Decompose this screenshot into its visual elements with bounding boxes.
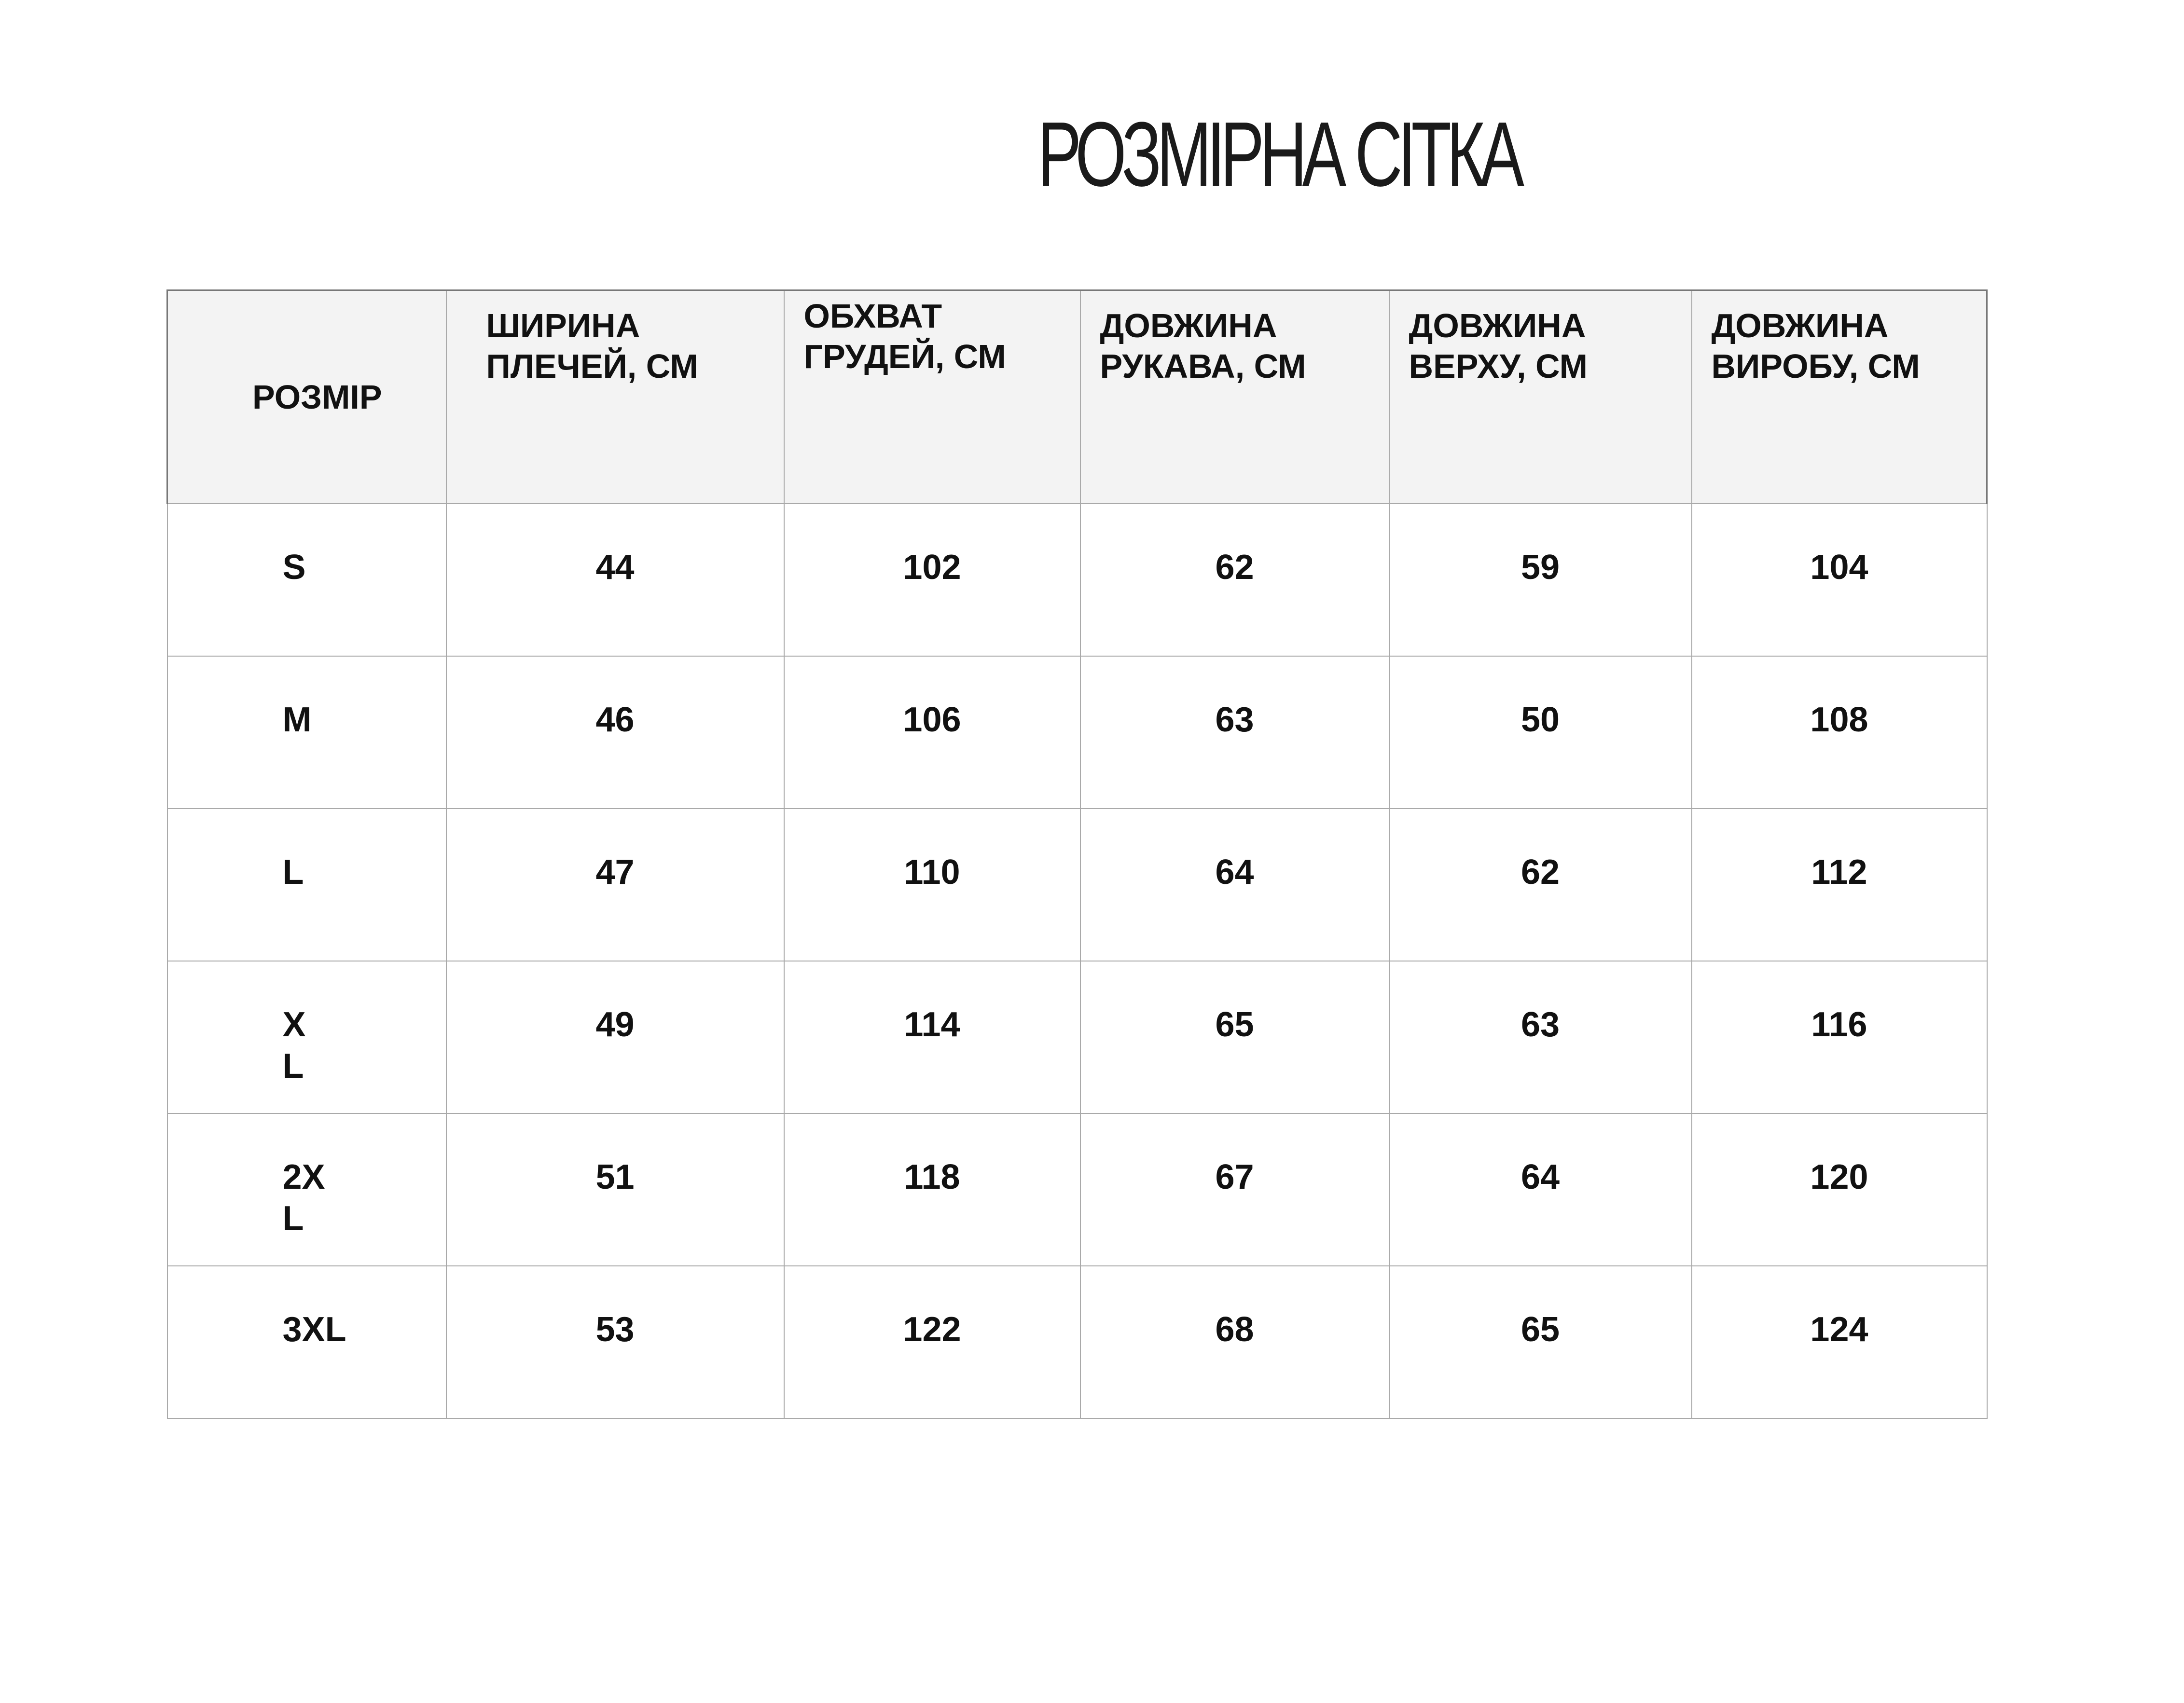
sleeve-length-cell: 62 [1080,504,1389,656]
shoulder-width-cell: 53 [446,1266,784,1418]
table-row [167,961,1987,1113]
table-row [167,1113,1987,1266]
table-row [167,656,1987,809]
top-length-cell: 63 [1389,961,1692,1113]
garment-length-cell: 120 [1692,1113,1987,1266]
garment-length-cell: 108 [1692,656,1987,809]
shoulder-width-cell: 47 [446,809,784,961]
table-row [167,1266,1987,1418]
shoulder-width-cell: 46 [446,656,784,809]
header-row [167,290,1987,504]
header-garment-length-line-2: ВИРОБУ, СМ [1711,347,1920,385]
shoulder-width-cell: 49 [446,961,784,1113]
header-shoulder-width-line-1: ШИРИНА [486,307,640,344]
chest-girth-cell: 106 [784,656,1080,809]
chest-girth-cell: 102 [784,504,1080,656]
garment-length-cell: 116 [1692,961,1987,1113]
size-cell: S [167,504,446,656]
top-length-cell: 50 [1389,656,1692,809]
sleeve-length-cell: 65 [1080,961,1389,1113]
sleeve-length-cell: 63 [1080,656,1389,809]
header-shoulder-width-line-2: ПЛЕЧЕЙ, СМ [486,347,698,385]
header-sleeve-length-line-1: ДОВЖИНА [1100,307,1277,344]
shoulder-width-cell: 51 [446,1113,784,1266]
page-title: РОЗМІРНА СІТКА [1037,103,1520,206]
header-size [167,290,446,504]
header-shoulder-width [446,290,784,504]
top-length-cell: 59 [1389,504,1692,656]
table-body [167,504,1987,1418]
size-cell: L [167,809,446,961]
table-row [167,504,1987,656]
header-sleeve-length [1080,290,1389,504]
garment-length-cell: 124 [1692,1266,1987,1418]
header-top-length-line-1: ДОВЖИНА [1409,307,1586,344]
top-length-cell: 65 [1389,1266,1692,1418]
header-chest-girth-line-1: ОБХВАТ [803,297,942,335]
chest-girth-cell: 110 [784,809,1080,961]
table-header [167,290,1987,504]
top-length-cell: 64 [1389,1113,1692,1266]
header-top-length-line-2: ВЕРХУ, СМ [1409,347,1588,385]
top-length-cell: 62 [1389,809,1692,961]
garment-length-cell: 112 [1692,809,1987,961]
sleeve-length-cell: 64 [1080,809,1389,961]
chest-girth-cell: 114 [784,961,1080,1113]
size-cell: XL [167,961,446,1113]
sleeve-length-cell: 68 [1080,1266,1389,1418]
table-row [167,809,1987,961]
garment-length-cell: 104 [1692,504,1987,656]
size-cell: 3XL [167,1266,446,1418]
chest-girth-cell: 118 [784,1113,1080,1266]
header-top-length [1389,290,1692,504]
size-cell: 2XL [167,1113,446,1266]
header-garment-length-line-1: ДОВЖИНА [1711,307,1889,344]
size-chart-table [166,289,1988,1419]
header-garment-length [1692,290,1987,504]
header-size-line-1: РОЗМІР [252,378,382,416]
shoulder-width-cell: 44 [446,504,784,656]
header-chest-girth-line-2: ГРУДЕЙ, СМ [803,338,1006,375]
header-chest-girth [784,290,1080,504]
sleeve-length-cell: 67 [1080,1113,1389,1266]
header-sleeve-length-line-2: РУКАВА, СМ [1100,347,1306,385]
size-cell: M [167,656,446,809]
chest-girth-cell: 122 [784,1266,1080,1418]
